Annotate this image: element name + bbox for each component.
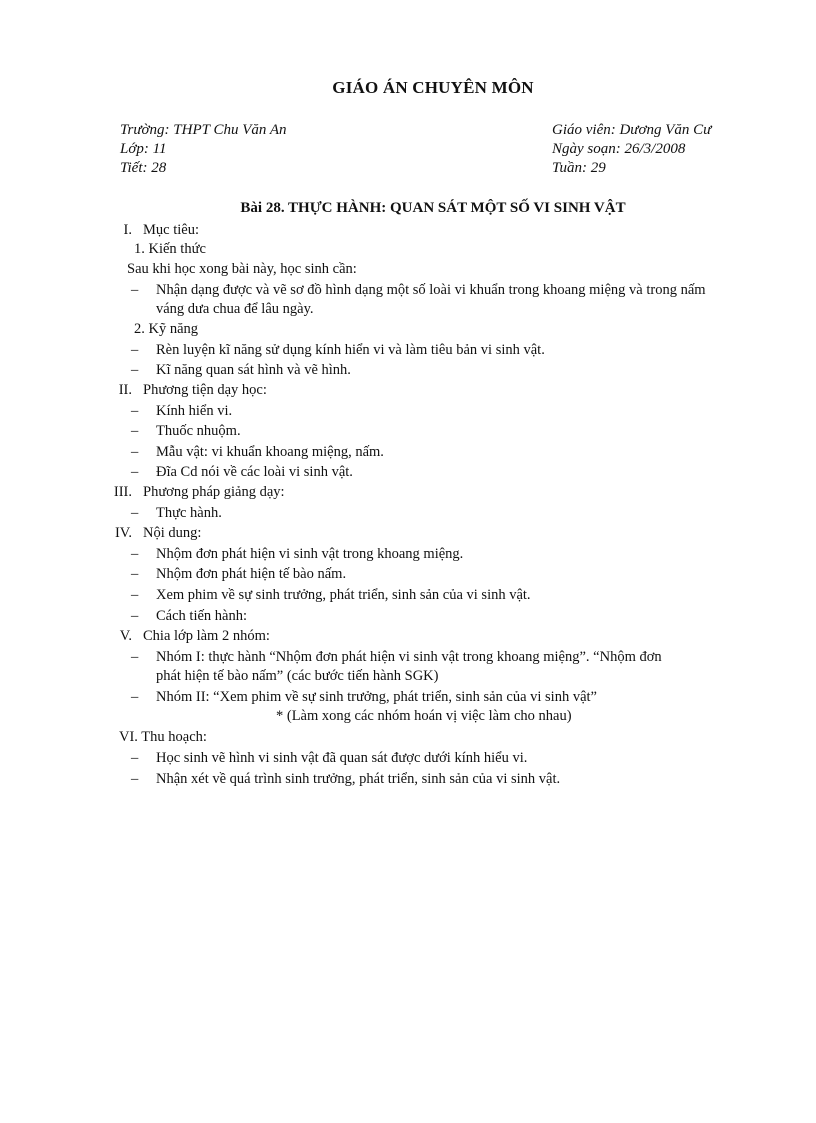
section-heading: VI. Thu hoạch:: [119, 729, 207, 745]
meta-right: [552, 121, 711, 178]
bullet-dash: –: [131, 689, 139, 705]
section-heading: Mục tiêu:: [143, 222, 199, 238]
paragraph: Sau khi học xong bài này, học sinh cần:: [127, 261, 357, 277]
bullet-dash: –: [131, 403, 139, 419]
bullet-dash: –: [131, 464, 139, 480]
subsection-heading: 2. Kỹ năng: [134, 321, 199, 337]
bullet-text: Nhộm đơn phát hiện tế bào nấm.: [156, 566, 347, 582]
bullet-text: Nhận dạng được và vẽ sơ đồ hình dạng một số loài vi khuẩn trong khoang miệng và trong nấm: [156, 282, 706, 298]
section-heading: Phương pháp giảng dạy:: [143, 484, 285, 500]
bullet-dash: –: [131, 750, 139, 766]
bullet-dash: –: [131, 423, 139, 439]
bullet-dash: –: [131, 566, 139, 582]
bullet-text: Học sinh vẽ hình vi sinh vật đã quan sát được dưới kính hiểu vi.: [156, 750, 528, 766]
bullet-text: Nhóm II: “Xem phim về sự sinh trưởng, phát triển, sinh sản của vi sinh vật”: [156, 689, 597, 705]
bullet-text: Rèn luyện kĩ năng sử dụng kính hiển vi và làm tiêu bản vi sinh vật.: [156, 342, 545, 358]
section-heading: Chia lớp làm 2 nhóm:: [143, 628, 270, 644]
section-number: II.: [118, 382, 132, 398]
section-heading: Phương tiện dạy học:: [143, 382, 267, 398]
note-text: * (Làm xong các nhóm hoán vị việc làm cho nhau): [276, 708, 572, 724]
section-number: V.: [119, 628, 132, 644]
section-number: I.: [123, 222, 132, 238]
bullet-dash: –: [131, 608, 139, 624]
section-number: IV.: [114, 525, 132, 541]
bullet-text: Mẫu vật: vi khuẩn khoang miệng, nấm.: [156, 444, 384, 460]
bullet-text-continued: phát hiện tế bào nấm” (các bước tiến hành SGK): [156, 668, 439, 684]
bullet-text: Nhộm đơn phát hiện vi sinh vật trong khoang miệng.: [156, 546, 464, 562]
bullet-dash: –: [131, 587, 139, 603]
class-name: Lớp: 11: [120, 141, 167, 157]
bullet-text: Kĩ năng quan sát hình và vẽ hình.: [156, 362, 351, 378]
section-number: III.: [113, 484, 132, 500]
bullet-dash: –: [131, 444, 139, 460]
bullet-text: Cách tiến hành:: [156, 608, 248, 624]
bullet-text: Thuốc nhuộm.: [156, 423, 241, 439]
bullet-dash: –: [131, 362, 139, 378]
bullet-dash: –: [131, 649, 139, 665]
bullet-text: Thực hành.: [156, 505, 222, 521]
bullet-text: Xem phim về sự sinh trưởng, phát triển, sinh sản của vi sinh vật.: [156, 587, 531, 603]
bullet-text: Đĩa Cd nói về các loài vi sinh vật.: [156, 464, 353, 480]
period-number: Tiết: 28: [120, 160, 167, 176]
week-number: Tuần: 29: [552, 160, 606, 176]
subsection-heading: 1. Kiến thức: [134, 241, 206, 257]
meta-left: [120, 121, 287, 178]
bullet-dash: –: [131, 342, 139, 358]
bullet-text: Kính hiển vi.: [156, 403, 233, 419]
bullet-text: Nhận xét về quá trình sinh trưởng, phát triển, sinh sản của vi sinh vật.: [156, 771, 561, 787]
prepared-date: Ngày soạn: 26/3/2008: [552, 141, 686, 157]
school-name: Trường: THPT Chu Văn An: [120, 122, 287, 138]
section-heading: Nội dung:: [143, 525, 202, 541]
bullet-dash: –: [131, 505, 139, 521]
lesson-title: Bài 28. THỰC HÀNH: QUAN SÁT MỘT SỐ VI SINH VẬT: [240, 200, 626, 216]
teacher-name: Giáo viên: Dương Văn Cư: [552, 122, 712, 138]
bullet-dash: –: [131, 771, 139, 787]
bullet-text: Nhóm I: thực hành “Nhộm đơn phát hiện vi sinh vật trong khoang miệng”. “Nhộm đơn: [156, 649, 662, 665]
bullet-dash: –: [131, 546, 139, 562]
bullet-text-continued: váng dưa chua để lâu ngày.: [156, 301, 314, 317]
bullet-dash: –: [131, 282, 139, 298]
document-title: GIÁO ÁN CHUYÊN MÔN: [332, 78, 534, 97]
